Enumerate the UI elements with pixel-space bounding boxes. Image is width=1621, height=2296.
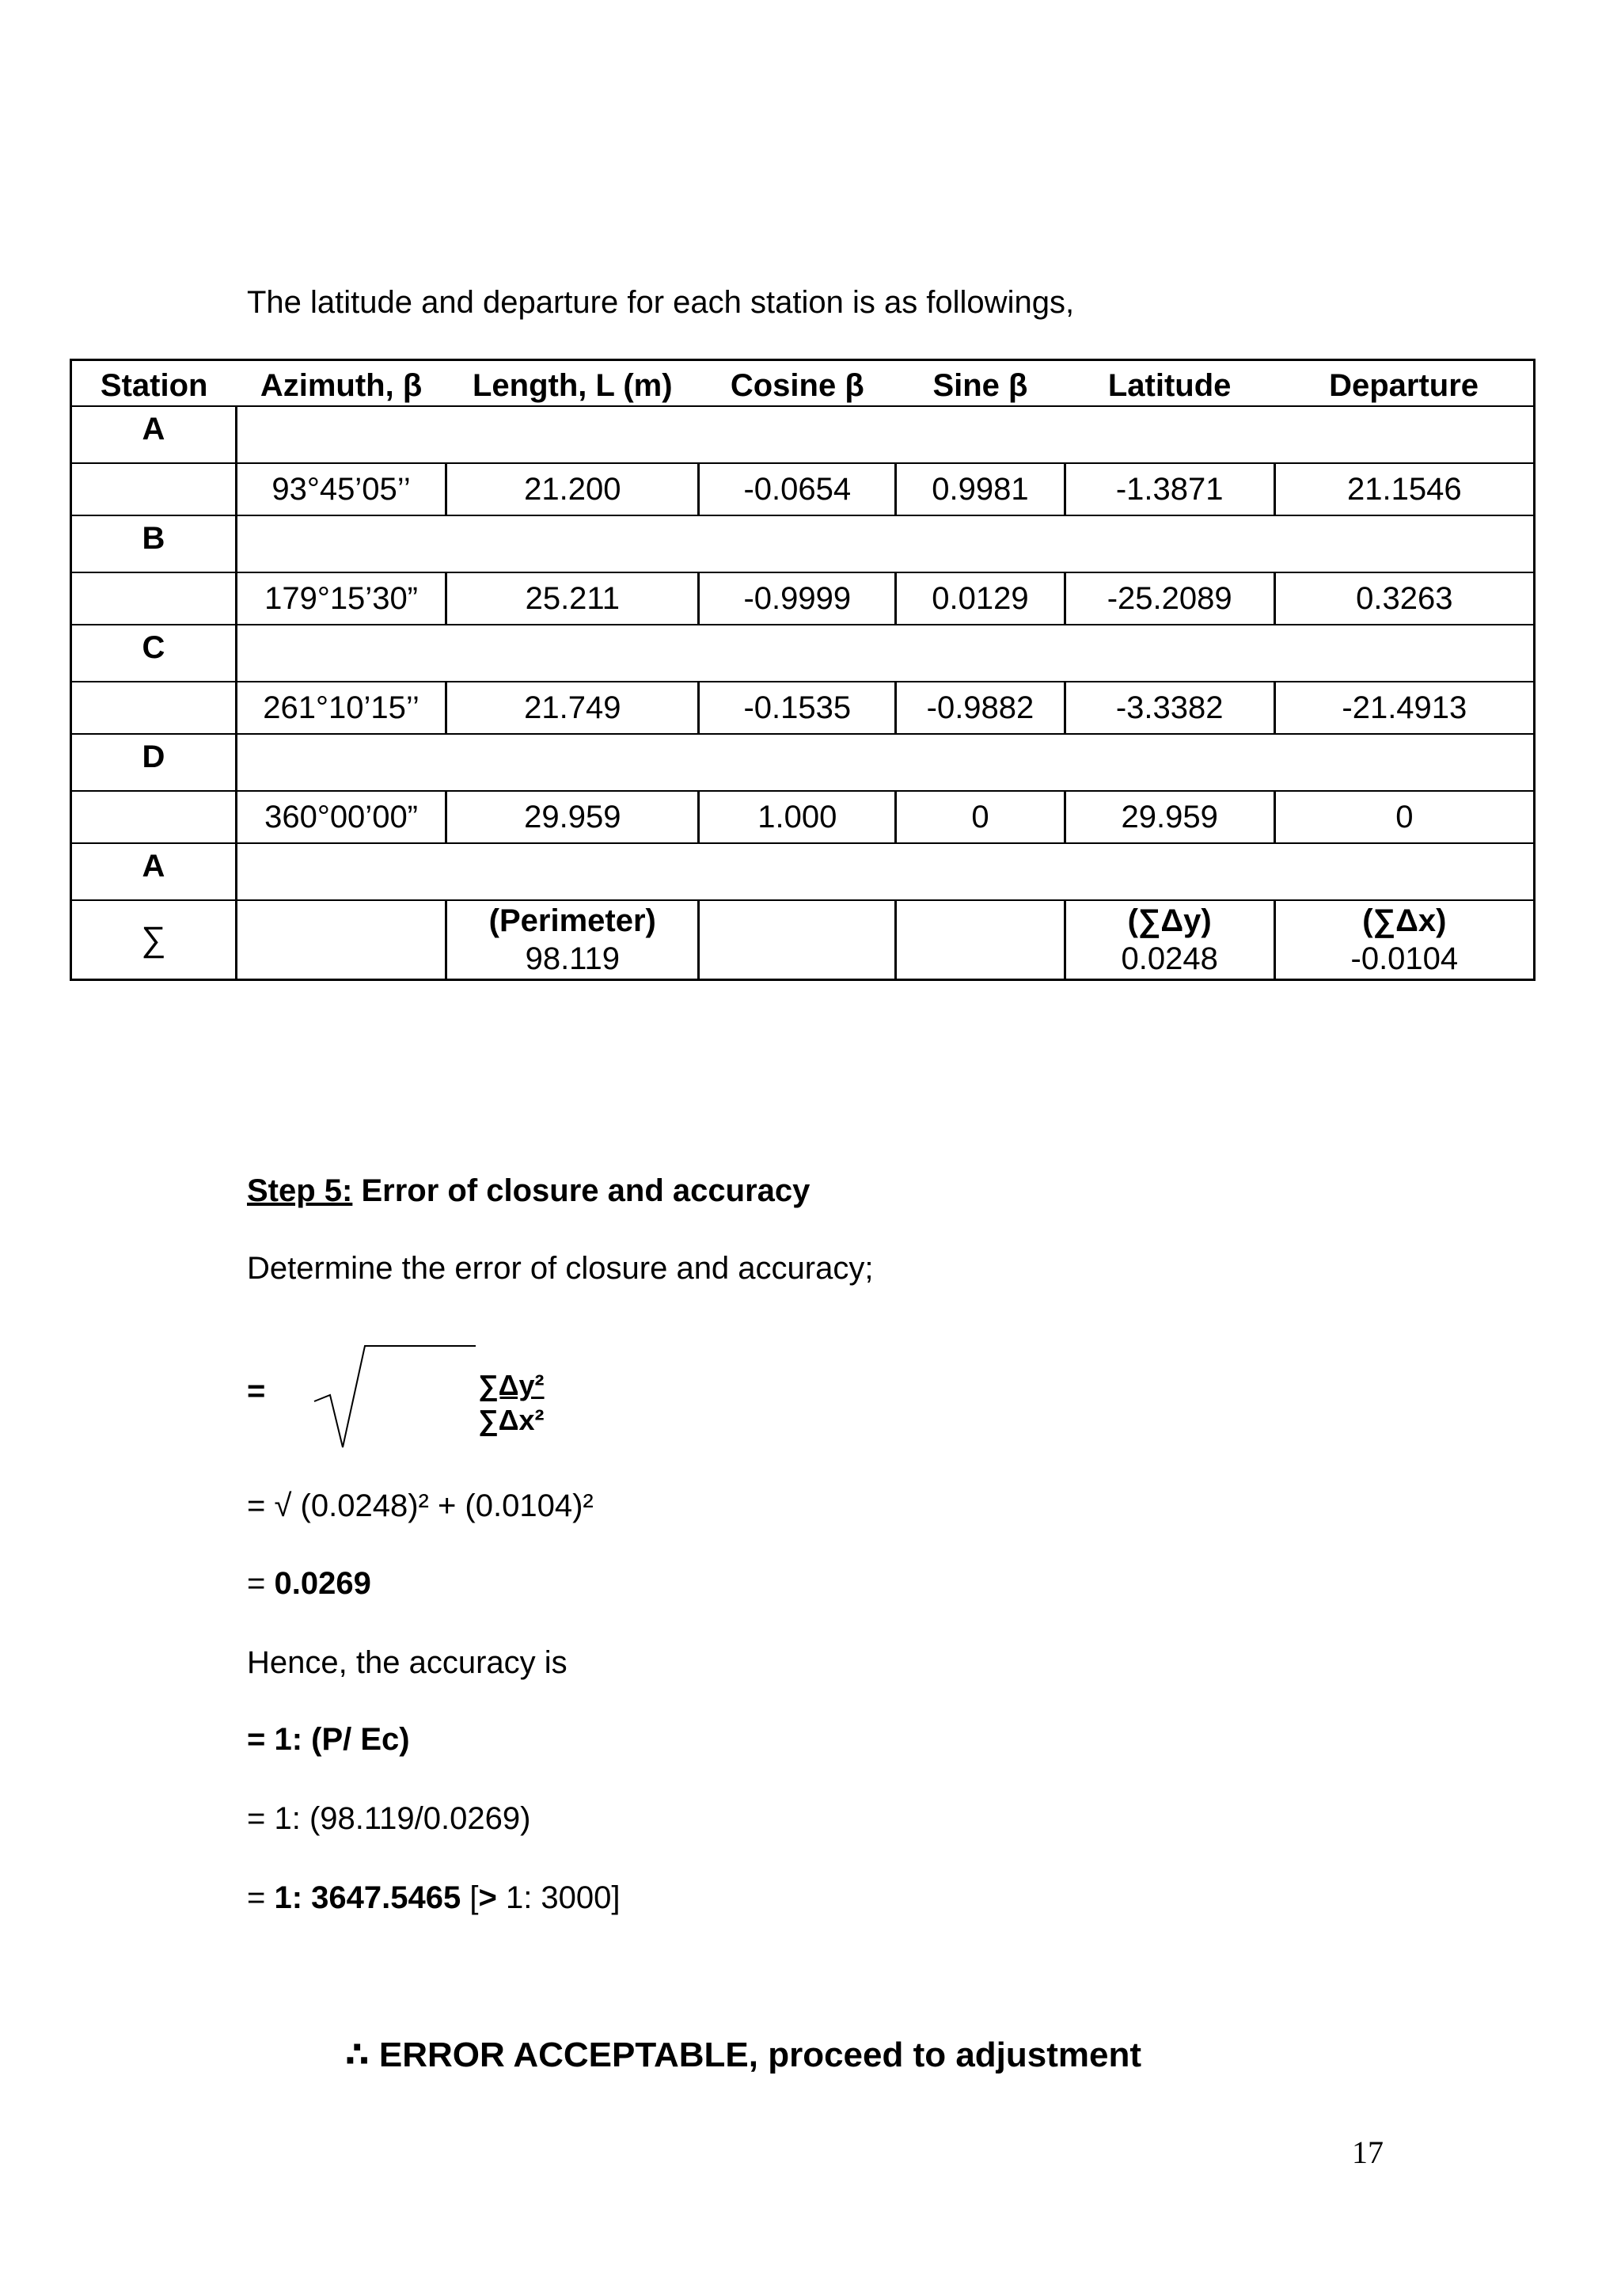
latitude-cell: -1.3871 xyxy=(1065,463,1274,515)
fraction-numerator: ∑Δy² xyxy=(478,1369,545,1401)
final-gt: > xyxy=(478,1880,497,1915)
table-row xyxy=(71,625,1535,682)
table-row xyxy=(71,515,1535,572)
azimuth-cell: 261°10’15’’ xyxy=(236,682,446,734)
departure-cell: 0 xyxy=(1274,791,1534,843)
cosine-cell: -0.9999 xyxy=(699,572,896,625)
length-cell: 29.959 xyxy=(446,791,699,843)
cosine-cell: -0.1535 xyxy=(699,682,896,734)
table-row xyxy=(71,843,1535,900)
sum-row xyxy=(71,900,1535,980)
latitude-cell: 29.959 xyxy=(1065,791,1274,843)
sum-departure-label: (∑Δx) xyxy=(1362,903,1447,938)
step-heading: Error of closure and accuracy xyxy=(352,1173,810,1208)
station-cell: A xyxy=(71,843,237,900)
latitude-cell: -25.2089 xyxy=(1065,572,1274,625)
result-prefix: = xyxy=(247,1566,275,1601)
table-row xyxy=(71,734,1535,791)
calculation-line: = √ (0.0248)² + (0.0104)² xyxy=(247,1488,594,1523)
final-prefix: = xyxy=(247,1880,275,1915)
cosine-cell: 1.000 xyxy=(699,791,896,843)
square-root-icon xyxy=(313,1340,479,1450)
instruction-text: Determine the error of closure and accuracy; xyxy=(247,1251,874,1286)
equals-sign: = xyxy=(247,1374,266,1408)
station-cell: A xyxy=(71,406,237,463)
header-departure: Departure xyxy=(1329,368,1479,403)
accuracy-result xyxy=(247,1880,621,1916)
sine-cell: 0.9981 xyxy=(896,463,1065,515)
table-header-row xyxy=(71,360,1535,407)
header-azimuth: Azimuth, β xyxy=(260,368,423,403)
step-title xyxy=(247,1173,810,1209)
azimuth-cell: 179°15’30” xyxy=(236,572,446,625)
length-cell: 25.211 xyxy=(446,572,699,625)
departure-cell: -21.4913 xyxy=(1274,682,1534,734)
station-cell: B xyxy=(71,515,237,572)
perimeter-cell xyxy=(446,900,699,980)
sum-latitude-value: 0.0248 xyxy=(1121,941,1218,976)
final-bracket-open: [ xyxy=(461,1880,479,1915)
traverse-table xyxy=(70,359,1536,981)
station-cell: C xyxy=(71,625,237,682)
departure-cell: 21.1546 xyxy=(1274,463,1534,515)
conclusion: ∴ ERROR ACCEPTABLE, proceed to adjustment xyxy=(345,2036,1142,2074)
sine-cell: 0.0129 xyxy=(896,572,1065,625)
sum-symbol: ∑ xyxy=(71,900,237,980)
perimeter-label: (Perimeter) xyxy=(488,903,656,938)
sine-cell: -0.9882 xyxy=(896,682,1065,734)
sum-latitude-cell xyxy=(1065,900,1274,980)
header-station: Station xyxy=(100,368,208,403)
table-row xyxy=(71,406,1535,463)
sum-departure-cell xyxy=(1274,900,1534,980)
accuracy-formula: = 1: (P/ Ec) xyxy=(247,1722,410,1757)
table-row xyxy=(71,463,1535,515)
step-label: Step 5: xyxy=(247,1173,353,1208)
header-sine: Sine β xyxy=(932,368,1028,403)
length-cell: 21.749 xyxy=(446,682,699,734)
station-cell: D xyxy=(71,734,237,791)
latitude-cell: -3.3382 xyxy=(1065,682,1274,734)
azimuth-cell: 93°45’05’’ xyxy=(236,463,446,515)
cosine-cell: -0.0654 xyxy=(699,463,896,515)
sum-latitude-label: (∑Δy) xyxy=(1127,903,1212,938)
table-row xyxy=(71,682,1535,734)
intro-text: The latitude and departure for each station is as followings, xyxy=(247,285,1075,320)
final-bracket-rest: 1: 3000] xyxy=(496,1880,621,1915)
table-row xyxy=(71,572,1535,625)
accuracy-calculation: = 1: (98.119/0.0269) xyxy=(247,1801,531,1836)
departure-cell: 0.3263 xyxy=(1274,572,1534,625)
page-number: 17 xyxy=(1352,2134,1384,2170)
result-value: 0.0269 xyxy=(274,1566,371,1601)
error-fraction xyxy=(478,1368,545,1438)
sine-cell: 0 xyxy=(896,791,1065,843)
sum-departure-value: -0.0104 xyxy=(1350,941,1459,976)
header-cosine: Cosine β xyxy=(730,368,864,403)
header-latitude: Latitude xyxy=(1107,368,1232,403)
final-value: 1: 3647.5465 xyxy=(274,1880,461,1915)
hence-text: Hence, the accuracy is xyxy=(247,1645,568,1680)
table-row xyxy=(71,791,1535,843)
azimuth-cell: 360°00’00” xyxy=(236,791,446,843)
header-length: Length, L (m) xyxy=(472,368,673,403)
perimeter-value: 98.119 xyxy=(525,941,620,976)
length-cell: 21.200 xyxy=(446,463,699,515)
fraction-denominator: ∑Δx² xyxy=(478,1404,545,1436)
result-line xyxy=(247,1566,371,1602)
